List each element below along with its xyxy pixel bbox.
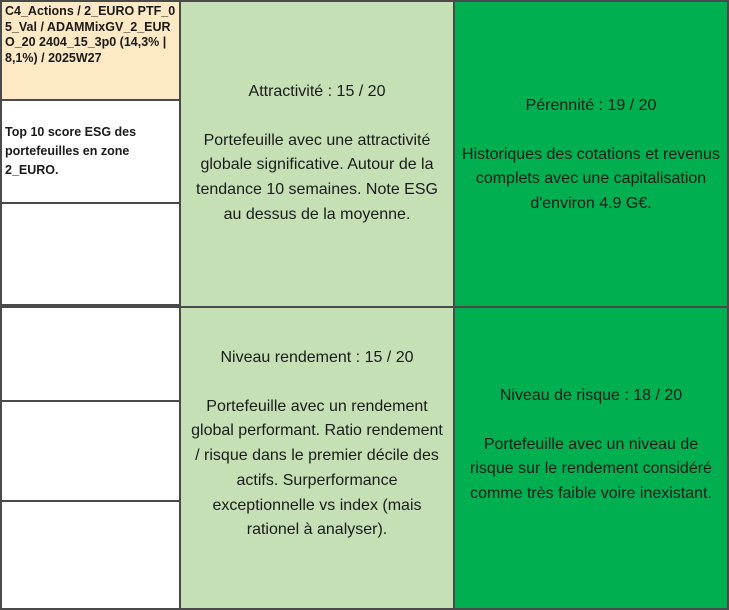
empty-cell-2 [0,306,181,402]
empty-cell-1 [0,202,181,306]
risque-text: Portefeuille avec un niveau de risque sur le rendement considéré comme très faible voire inexistant. [470,435,712,503]
perennite-title: Pérennité : 19 / 20 [525,97,657,114]
description-text: Top 10 score ESG des portefeuilles en zone 2_EURO. [5,125,137,177]
empty-cell-4 [0,500,181,610]
rendement-text: Portefeuille avec un rendement global performant. Ratio rendement / risque dans le premier décile des actifs. Surperformance exceptionnelle vs index (mais rationel à analyser). [191,397,443,539]
attractivite-card [179,0,455,308]
rendement-title: Niveau rendement : 15 / 20 [220,349,414,366]
rendement-card [179,306,455,610]
perennite-text: Historiques des cotations et revenus complets avec une capitalisation d'environ 4.9 G€. [462,145,720,213]
perennite-card [453,0,729,308]
attractivite-text: Portefeuille avec une attractivité globale significative. Autour de la tendance 10 semaines. Note ESG au dessus de la moyenne. [196,131,438,223]
portfolio-header-cell [0,0,181,101]
empty-cell-3 [0,400,181,502]
portfolio-header-text: C4_Actions / 2_EURO PTF_05_Val / ADAMMixGV_2_EURO_20 2404_15_3p0 (14,3% | 8,1%) / 2025W27 [5,4,176,65]
attractivite-title: Attractivité : 15 / 20 [248,83,386,100]
risque-card [453,306,729,610]
description-cell [0,99,181,204]
risque-title: Niveau de risque : 18 / 20 [499,387,683,404]
